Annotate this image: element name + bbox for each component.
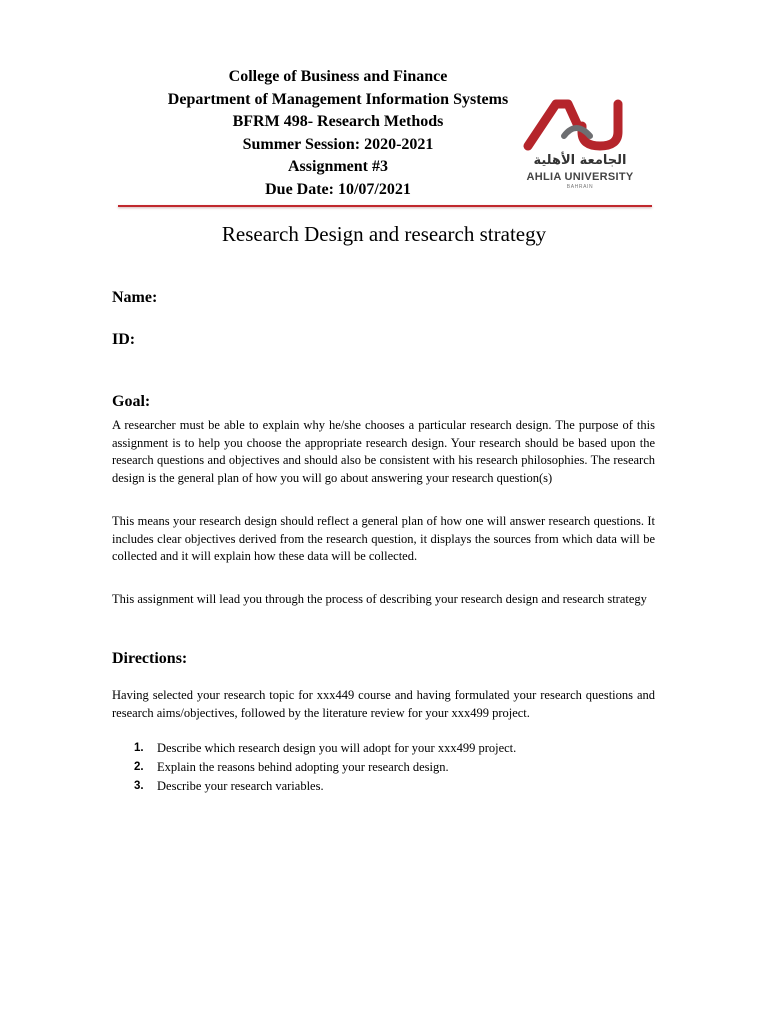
course-name: BFRM 498- Research Methods	[232, 113, 444, 130]
id-label: ID:	[112, 331, 136, 348]
directions-heading: Directions:	[112, 650, 188, 667]
directions-list	[112, 739, 672, 796]
list-item	[112, 777, 672, 796]
list-item-number: 2.	[134, 761, 144, 773]
session-label: Summer Session: 2020-2021	[242, 135, 434, 153]
assignment-number: Assignment #3	[287, 158, 388, 175]
department-name: Department of Management Information Systems	[167, 90, 509, 108]
list-item-text: Explain the reasons behind adopting your research design.	[157, 760, 449, 774]
header-divider	[118, 205, 652, 207]
goal-paragraph-2: This means your research design should reflect a general plan of how one will answer research questions. It includes clear objectives derived from the research question, it displays the sources from which data will be collected and it will explain how these data will be collected.	[112, 514, 655, 563]
list-item-text: Describe which research design you will adopt for your xxx499 project.	[157, 741, 517, 755]
list-item-text: Describe your research variables.	[157, 779, 324, 793]
list-item	[112, 739, 672, 758]
goal-paragraph-1: A researcher must be able to explain why he/she chooses a particular research design. The purpose of this assignment is to help you choose the appropriate research design. Your research should be based upon the research questions and objectives and should also be consistent with his research philosophies. The research design is the general plan of how you will go about answering your research question(s)	[112, 418, 655, 485]
logo-subtitle: BAHRAIN	[566, 184, 594, 190]
logo-english-name: AHLIA UNIVERSITY	[526, 171, 634, 183]
goal-paragraph-3: This assignment will lead you through the process of describing your research design and research strategy	[112, 592, 647, 606]
directions-intro: Having selected your research topic for xxx449 course and having formulated your research questions and research aims/objectives, followed by the literature review for your xxx499 project.	[112, 688, 655, 720]
list-item-number: 1.	[134, 742, 144, 754]
list-item	[112, 758, 672, 777]
college-name: College of Business and Finance	[228, 68, 448, 85]
list-item-number: 3.	[134, 780, 144, 792]
document-header	[120, 66, 556, 201]
document-title: Research Design and research strategy	[221, 222, 547, 246]
ahlia-logo-mark-icon	[520, 96, 640, 154]
logo-arabic-name: الجامعة الأهلية	[533, 153, 627, 168]
due-date: Due Date: 10/07/2021	[265, 180, 411, 198]
goal-heading: Goal:	[112, 393, 151, 410]
university-logo	[520, 96, 640, 192]
name-label: Name:	[112, 289, 158, 306]
